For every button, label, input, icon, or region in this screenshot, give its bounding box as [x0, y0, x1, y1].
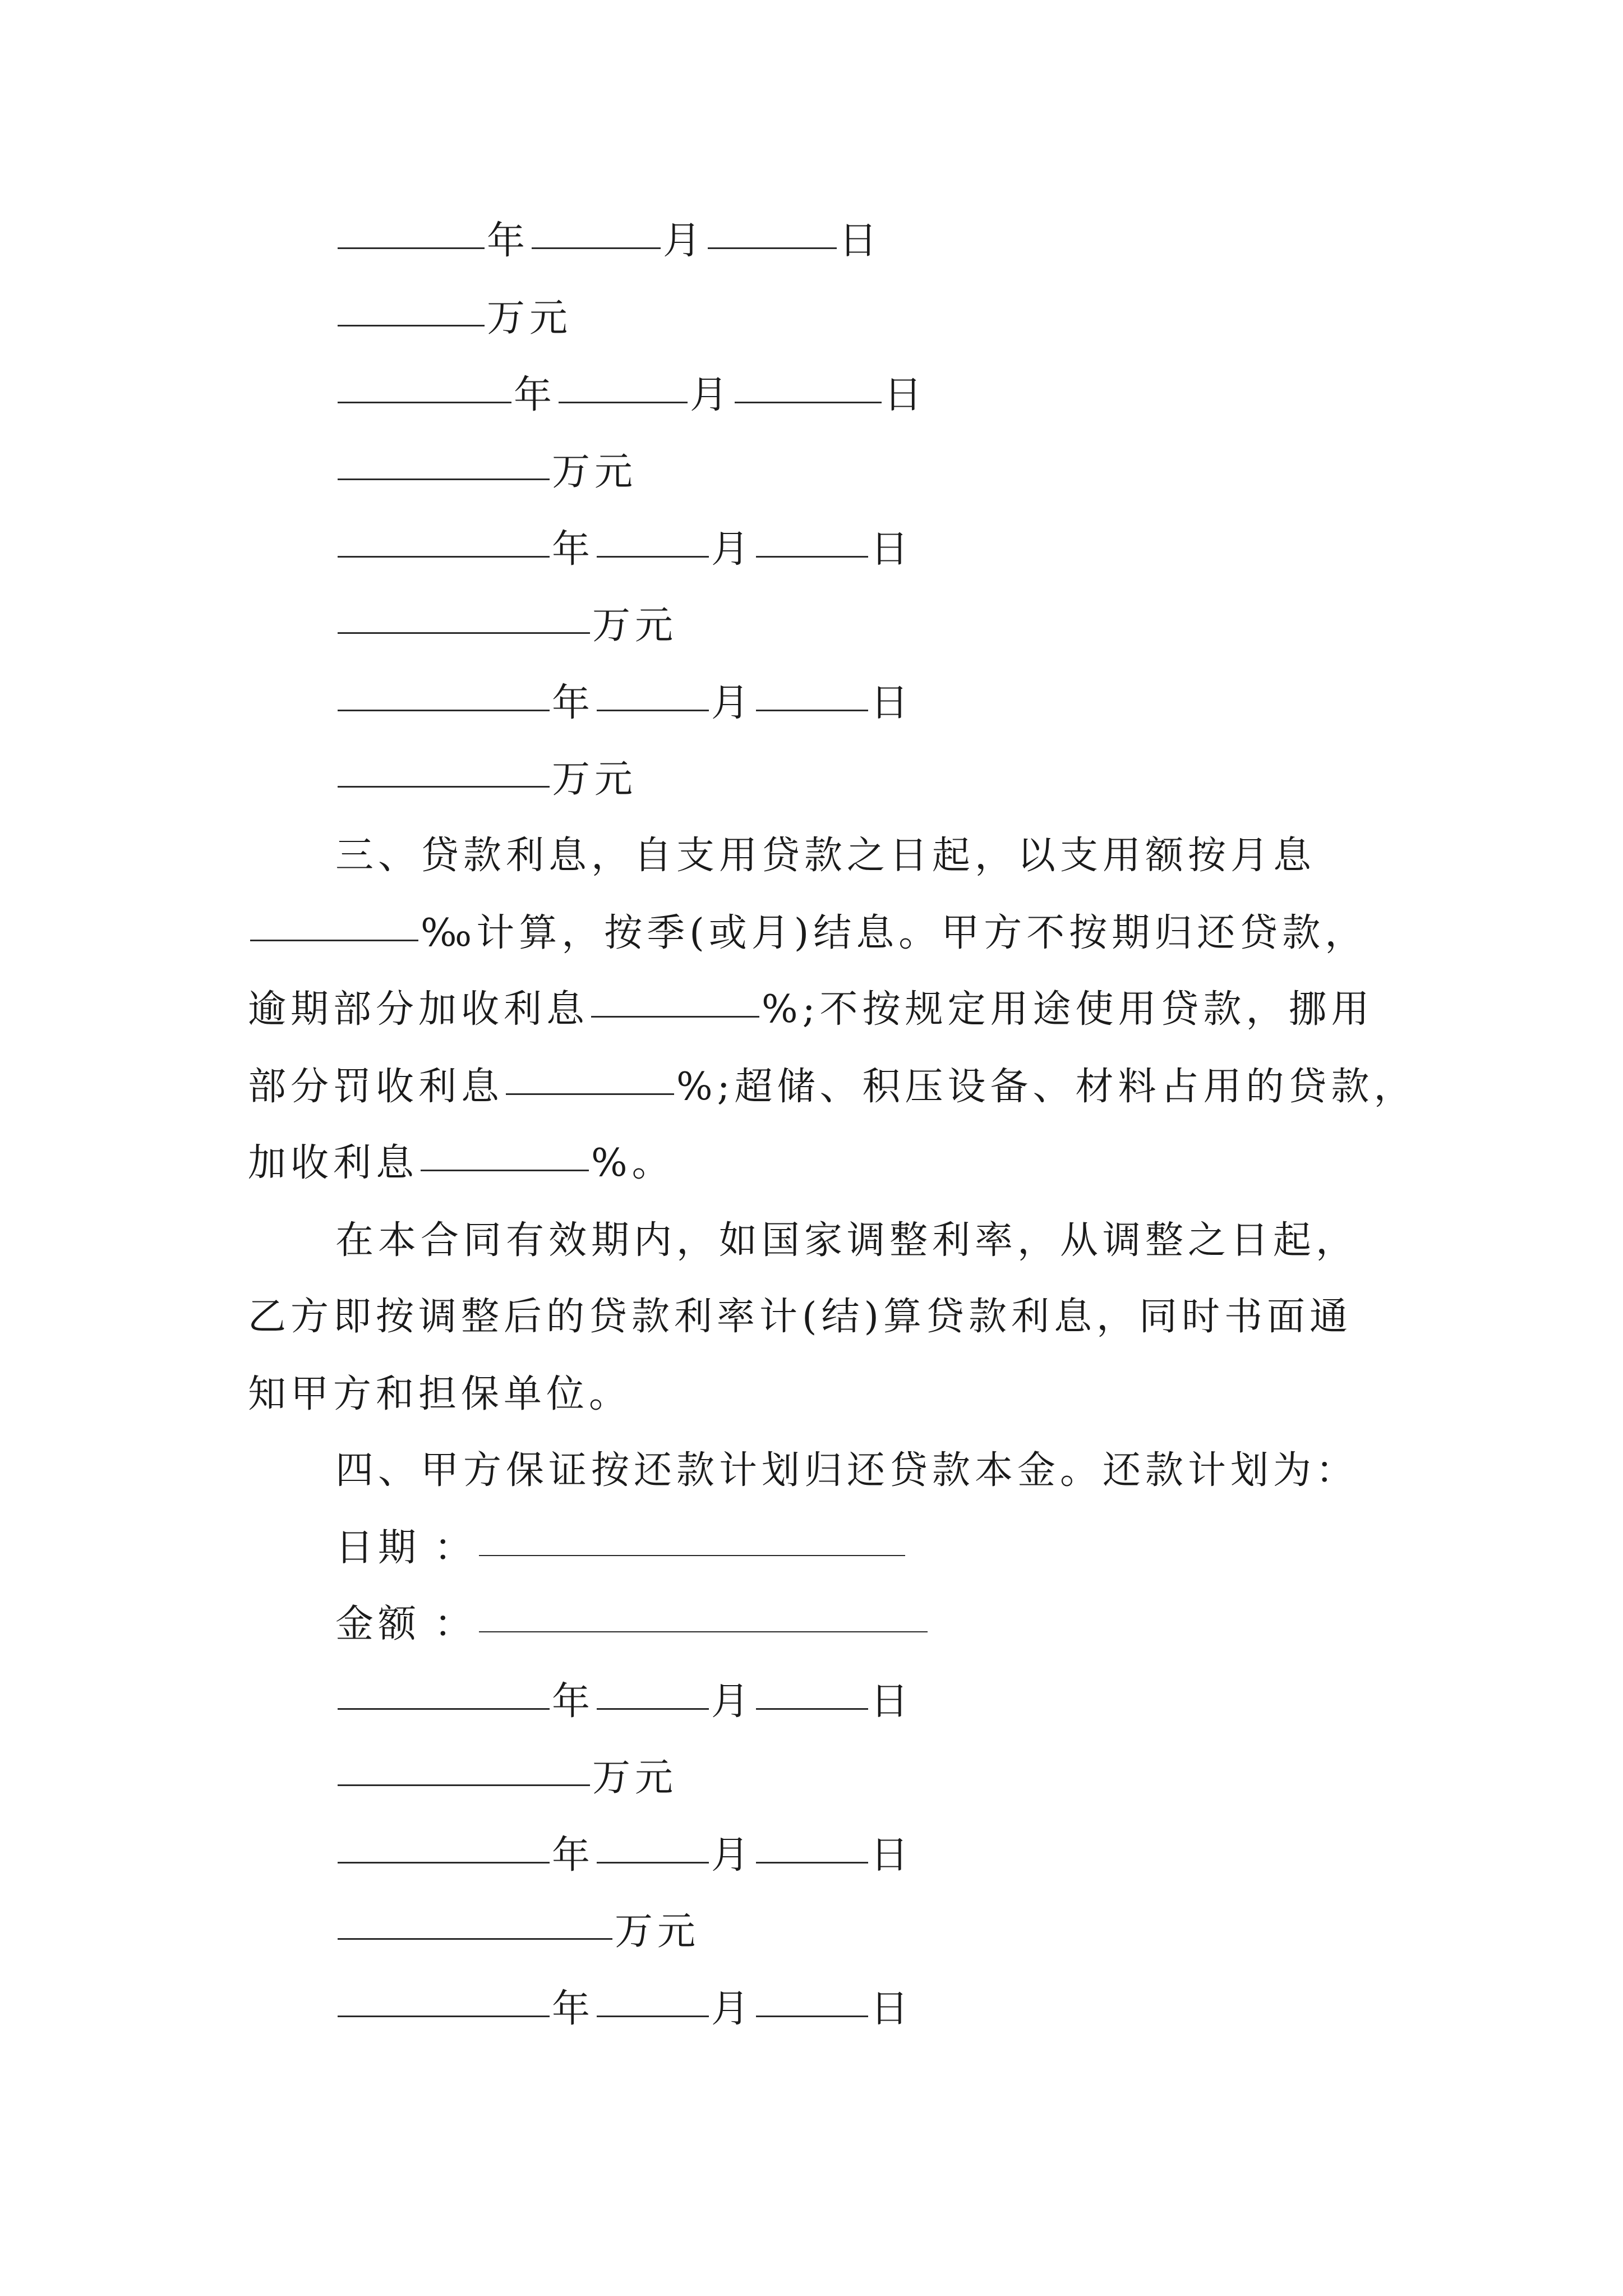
year-unit: 年: [552, 1987, 595, 2031]
amount-unit: 万元: [552, 450, 638, 494]
schedule-date-row: [335, 1828, 913, 1884]
year-blank: [338, 523, 550, 558]
clause3-line2-text: ‰计算，按季(或月)结息。甲方不按期归还贷款，: [421, 911, 1368, 955]
clause3-line5-text-a: 加收利息: [248, 1141, 419, 1185]
amount-blank: [338, 1906, 612, 1940]
amount-unit: 万元: [592, 604, 678, 648]
schedule-amount-row: [335, 1750, 677, 1806]
misuse-rate-blank: [506, 1061, 674, 1095]
day-blank: [708, 215, 837, 249]
month-unit: 月: [711, 527, 754, 572]
day-unit: 日: [870, 681, 914, 725]
overdue-rate-blank: [591, 983, 759, 1018]
clause4-line1: 四、甲方保证按还款计划归还贷款本金。还款计划为：: [335, 1448, 1359, 1493]
clause3-line4-text-b: %;超储、积压设备、材料占用的贷款，: [676, 1065, 1417, 1109]
date-label-row: [335, 1520, 907, 1576]
schedule-date-row: [335, 1674, 913, 1730]
day-blank: [756, 1983, 868, 2017]
year-blank: [338, 1983, 550, 2017]
rate-adjust-line1: 在本合同有效期内，如国家调整利率，从调整之日起，: [335, 1218, 1359, 1263]
month-unit: 月: [711, 1987, 754, 2031]
day-blank: [756, 677, 868, 711]
day-blank: [756, 523, 868, 558]
schedule-amount-row: [335, 444, 637, 500]
date-blank: [479, 1522, 905, 1556]
clause3-line3-text-a: 逾期部分加收利息: [248, 987, 589, 1032]
rate-adjust-line2: 乙方即按调整后的贷款利率计(结)算贷款利息，同时书面通: [248, 1295, 1353, 1339]
day-unit: 日: [870, 1833, 914, 1878]
schedule-date-row: [335, 367, 926, 424]
amount-label-row: [335, 1596, 930, 1653]
schedule-date-row: [335, 675, 913, 731]
rate-adjust-line3: 知甲方和担保单位。: [248, 1372, 632, 1416]
year-blank: [338, 1676, 550, 1710]
clause3-line3: [248, 982, 1374, 1038]
month-unit: 月: [690, 373, 733, 417]
clause3-line4: [248, 1059, 1417, 1115]
day-blank: [735, 369, 882, 403]
year-unit: 年: [487, 219, 530, 263]
month-unit: 月: [711, 1680, 754, 1724]
amount-unit: 万元: [592, 1756, 678, 1800]
month-blank: [559, 369, 688, 403]
schedule-date-row: [335, 1981, 913, 2037]
month-blank: [597, 523, 709, 558]
amount-blank: [338, 446, 550, 480]
month-unit: 月: [663, 219, 706, 263]
year-unit: 年: [552, 681, 595, 725]
month-unit: 月: [711, 681, 754, 725]
amount-blank: [338, 1752, 590, 1786]
amount-blank: [338, 292, 485, 326]
month-blank: [597, 1676, 709, 1710]
month-blank: [597, 1983, 709, 2017]
year-unit: 年: [552, 1680, 595, 1724]
clause3-line5-text-b: %。: [591, 1141, 675, 1185]
day-blank: [756, 1676, 868, 1710]
amount-unit: 万元: [487, 296, 573, 341]
month-blank: [597, 1829, 709, 1864]
day-unit: 日: [870, 527, 914, 572]
amount-blank: [479, 1599, 928, 1632]
monthly-rate-blank: [250, 907, 418, 941]
clause3-line3-text-b: %;不按规定用途使用贷款，挪用: [762, 987, 1374, 1032]
date-label: 日期: [335, 1526, 421, 1570]
overstock-rate-blank: [421, 1137, 589, 1171]
year-blank: [338, 369, 511, 403]
day-unit: 日: [870, 1680, 914, 1724]
schedule-amount-row: [335, 752, 637, 808]
month-unit: 月: [711, 1833, 754, 1878]
year-unit: 年: [552, 1833, 595, 1878]
schedule-amount-row: [335, 1904, 700, 1960]
year-blank: [338, 1829, 550, 1864]
clause3-line1: 三、贷款利息，自支用贷款之日起，以支用额按月息: [335, 834, 1316, 878]
day-unit: 日: [839, 219, 882, 263]
clause3-line5: [248, 1135, 675, 1191]
schedule-amount-row: [335, 598, 677, 654]
schedule-date-row: [335, 213, 882, 269]
schedule-amount-row: [335, 291, 572, 347]
amount-blank: [338, 600, 590, 634]
clause3-line2: [248, 905, 1367, 961]
amount-unit: 万元: [615, 1910, 700, 1954]
year-unit: 年: [552, 527, 595, 572]
day-unit: 日: [870, 1987, 914, 2031]
amount-unit: 万元: [552, 757, 638, 802]
year-blank: [338, 215, 485, 249]
date-colon: ：: [434, 1526, 477, 1570]
year-blank: [338, 677, 550, 711]
month-blank: [597, 677, 709, 711]
amount-label: 金额: [335, 1602, 421, 1646]
month-blank: [532, 215, 661, 249]
amount-blank: [338, 753, 550, 788]
day-blank: [756, 1829, 868, 1864]
year-unit: 年: [514, 373, 557, 417]
amount-colon: ：: [434, 1602, 477, 1646]
day-unit: 日: [884, 373, 927, 417]
clause3-line4-text-a: 部分罚收利息: [248, 1065, 504, 1109]
schedule-date-row: [335, 522, 913, 578]
